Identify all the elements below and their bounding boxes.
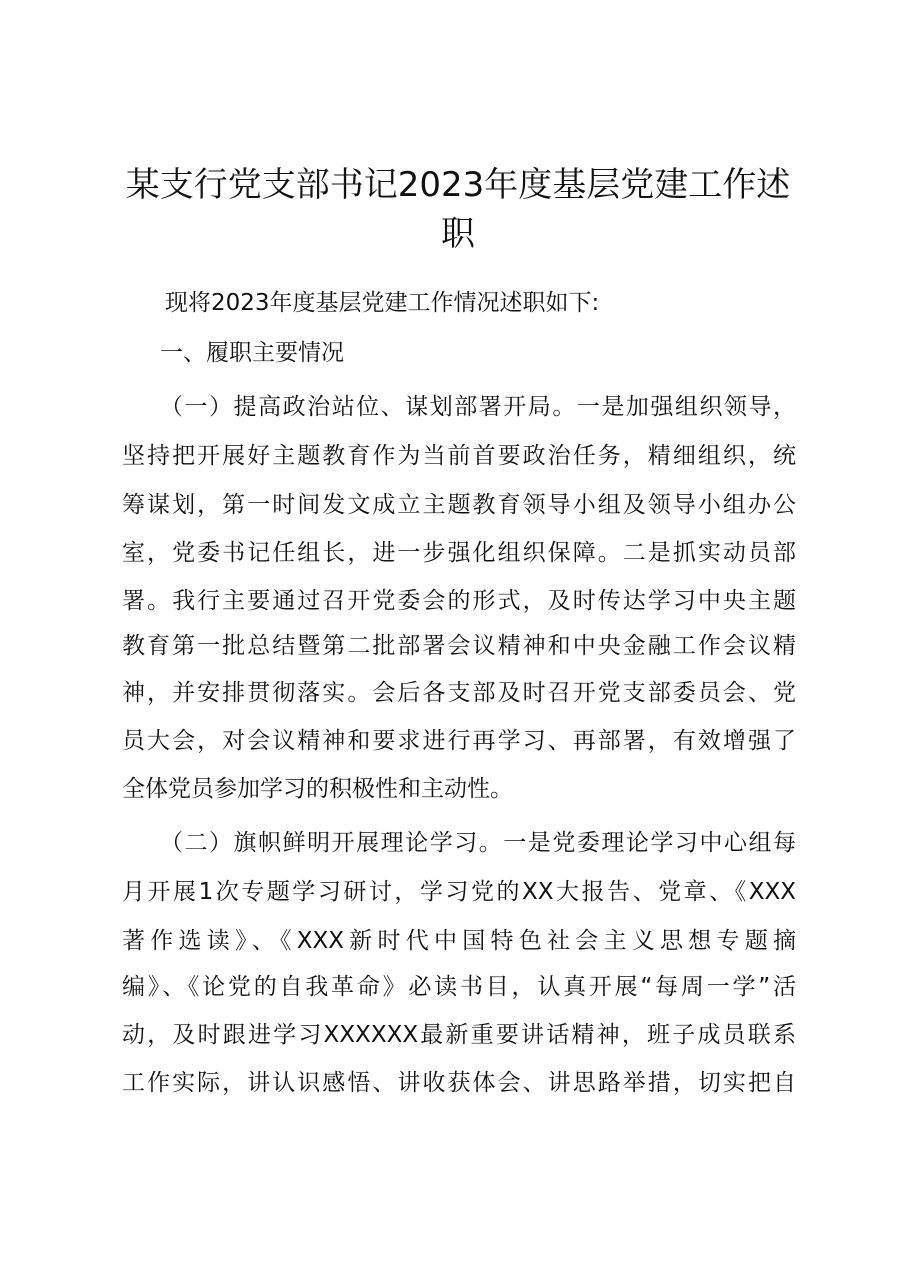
paragraph-2-line: 著作选读》、《XXX新时代中国特色社会主义思想专题摘: [122, 928, 796, 954]
paragraph-1-line: 教育第一批总结暨第二批部署会议精神和中央金融工作会议精: [122, 633, 796, 659]
paragraph-2-line: 编》、《论党的自我革命》必读书目，认真开展“每周一学”活: [122, 974, 796, 1000]
paragraph-1-line: 署。我行主要通过召开党委会的形式，及时传达学习中央主题: [122, 588, 796, 614]
intro-paragraph: 现将2023年度基层党建工作情况述职如下:: [165, 290, 600, 316]
section-heading-1: 一、履职主要情况: [160, 340, 344, 366]
paragraph-1-line: 员大会，对会议精神和要求进行再学习、再部署，有效增强了: [122, 728, 796, 754]
paragraph-1-line: 全体党员参加学习的积极性和主动性。: [122, 776, 513, 802]
paragraph-1-line: 神，并安排贯彻落实。会后各支部及时召开党支部委员会、党: [122, 680, 796, 706]
paragraph-1-line: 筹谋划，第一时间发文成立主题教育领导小组及领导小组办公: [122, 492, 796, 518]
document-title-line-2: 职: [441, 214, 475, 254]
paragraph-2-line: （二）旗帜鲜明开展理论学习。一是党委理论学习中心组每: [160, 830, 796, 856]
paragraph-1-line: 坚持把开展好主题教育作为当前首要政治任务，精细组织，统: [122, 443, 796, 469]
document-title-line-1: 某支行党支部书记2023年度基层党建工作述: [125, 165, 791, 205]
paragraph-1-line: 室，党委书记任组长，进一步强化组织保障。二是抓实动员部: [122, 540, 796, 566]
paragraph-2-line: 工作实际，讲认识感悟、讲收获体会、讲思路举措，切实把自: [122, 1070, 796, 1096]
paragraph-1-line: （一）提高政治站位、谋划部署开局。一是加强组织领导，: [160, 394, 796, 420]
paragraph-2-line: 月开展1次专题学习研讨，学习党的XX大报告、党章、《XXX: [122, 879, 796, 905]
paragraph-2-line: 动，及时跟进学习XXXXXX最新重要讲话精神，班子成员联系: [122, 1022, 796, 1048]
